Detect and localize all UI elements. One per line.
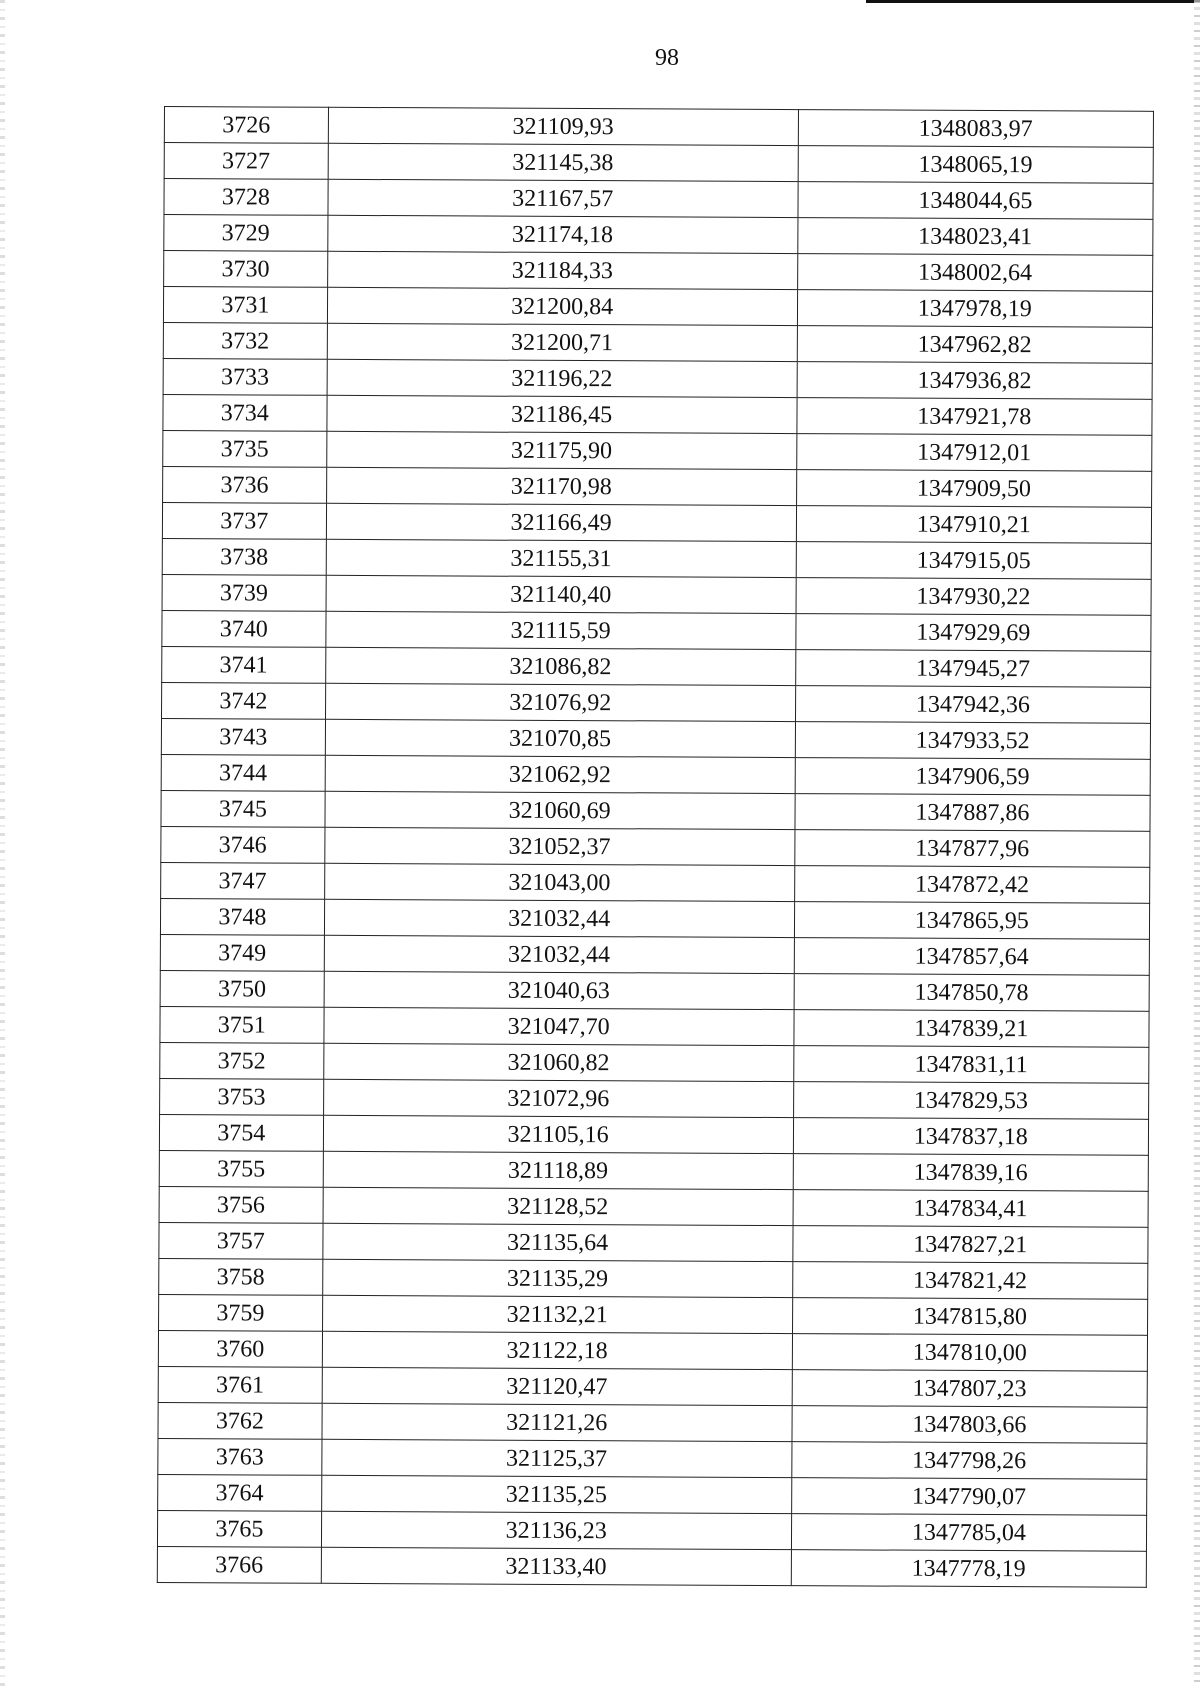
- y-coordinate-cell: 1347829,53: [793, 1082, 1149, 1120]
- point-number-cell: 3748: [160, 898, 324, 935]
- y-coordinate-cell: 1347915,05: [796, 542, 1152, 580]
- y-coordinate-cell: 1347837,18: [793, 1118, 1149, 1156]
- point-number-cell: 3747: [161, 862, 325, 899]
- table-row: [161, 718, 1150, 759]
- y-coordinate-cell: 1347929,69: [795, 614, 1151, 652]
- table-row: [162, 682, 1151, 723]
- point-number-cell: 3740: [162, 610, 326, 647]
- x-coordinate-cell: 321170,98: [326, 467, 796, 505]
- y-coordinate-cell: 1347865,95: [794, 902, 1150, 940]
- x-coordinate-cell: 321060,82: [323, 1043, 793, 1081]
- x-coordinate-cell: 321121,26: [322, 1403, 792, 1441]
- point-number-cell: 3732: [163, 322, 327, 359]
- x-coordinate-cell: 321186,45: [327, 395, 797, 433]
- x-coordinate-cell: 321105,16: [323, 1115, 793, 1153]
- x-coordinate-cell: 321196,22: [327, 359, 797, 397]
- table-row: [158, 1366, 1147, 1407]
- point-number-cell: 3760: [158, 1330, 322, 1367]
- x-coordinate-cell: 321062,92: [325, 755, 795, 793]
- y-coordinate-cell: 1347887,86: [795, 794, 1151, 832]
- y-coordinate-cell: 1347910,21: [796, 506, 1152, 544]
- y-coordinate-cell: 1348065,19: [798, 146, 1154, 184]
- y-coordinate-cell: 1348083,97: [798, 110, 1154, 148]
- page-number: 98: [655, 45, 679, 71]
- y-coordinate-cell: 1347877,96: [794, 830, 1150, 868]
- x-coordinate-cell: 321120,47: [322, 1367, 792, 1405]
- table-row: [158, 1330, 1147, 1371]
- table-row: [157, 1546, 1146, 1587]
- top-edge-rule: [866, 0, 1200, 3]
- point-number-cell: 3729: [164, 215, 328, 252]
- table-row: [164, 215, 1153, 256]
- table-row: [162, 538, 1151, 579]
- table-row: [163, 466, 1152, 507]
- table-row: [163, 394, 1152, 435]
- y-coordinate-cell: 1347933,52: [795, 722, 1151, 760]
- point-number-cell: 3741: [162, 646, 326, 683]
- x-coordinate-cell: 321167,57: [328, 179, 798, 217]
- point-number-cell: 3727: [164, 143, 328, 180]
- table-row: [160, 1006, 1149, 1047]
- table-row: [161, 862, 1150, 903]
- x-coordinate-cell: 321125,37: [321, 1439, 791, 1477]
- x-coordinate-cell: 321184,33: [327, 251, 797, 289]
- y-coordinate-cell: 1347850,78: [794, 974, 1150, 1012]
- coordinates-table: [157, 106, 1154, 1588]
- table-row: [164, 179, 1153, 220]
- y-coordinate-cell: 1347872,42: [794, 866, 1150, 904]
- x-coordinate-cell: 321076,92: [325, 683, 795, 721]
- table-row: [158, 1402, 1147, 1443]
- x-coordinate-cell: 321118,89: [323, 1151, 793, 1189]
- y-coordinate-cell: 1347798,26: [791, 1442, 1147, 1480]
- point-number-cell: 3765: [157, 1510, 321, 1547]
- table-row: [161, 754, 1150, 795]
- x-coordinate-cell: 321032,44: [324, 935, 794, 973]
- x-coordinate-cell: 321128,52: [323, 1187, 793, 1225]
- y-coordinate-cell: 1348002,64: [797, 254, 1153, 292]
- x-coordinate-cell: 321086,82: [325, 647, 795, 685]
- point-number-cell: 3749: [160, 934, 324, 971]
- x-coordinate-cell: 321122,18: [322, 1331, 792, 1369]
- x-coordinate-cell: 321133,40: [321, 1547, 791, 1585]
- y-coordinate-cell: 1347857,64: [794, 938, 1150, 976]
- table-row: [158, 1474, 1147, 1515]
- y-coordinate-cell: 1347807,23: [792, 1370, 1148, 1408]
- y-coordinate-cell: 1347921,78: [797, 398, 1153, 436]
- x-coordinate-cell: 321070,85: [325, 719, 795, 757]
- table-row: [160, 934, 1149, 975]
- x-coordinate-cell: 321155,31: [326, 539, 796, 577]
- table-row: [159, 1150, 1148, 1191]
- x-coordinate-cell: 321043,00: [324, 863, 794, 901]
- point-number-cell: 3750: [160, 970, 324, 1007]
- y-coordinate-cell: 1347815,80: [792, 1298, 1148, 1336]
- y-coordinate-cell: 1347827,21: [793, 1226, 1149, 1264]
- point-number-cell: 3758: [159, 1258, 323, 1295]
- x-coordinate-cell: 321145,38: [328, 143, 798, 181]
- x-coordinate-cell: 321052,37: [324, 827, 794, 865]
- x-coordinate-cell: 321040,63: [324, 971, 794, 1009]
- point-number-cell: 3752: [160, 1042, 324, 1079]
- table-row: [159, 1114, 1148, 1155]
- point-number-cell: 3743: [161, 718, 325, 755]
- table-row: [162, 610, 1151, 651]
- table-row: [160, 898, 1149, 939]
- x-coordinate-cell: 321135,25: [321, 1475, 791, 1513]
- y-coordinate-cell: 1347930,22: [796, 578, 1152, 616]
- table-row: [163, 358, 1152, 399]
- x-coordinate-cell: 321047,70: [324, 1007, 794, 1045]
- y-coordinate-cell: 1347936,82: [797, 362, 1153, 400]
- x-coordinate-cell: 321109,93: [328, 107, 798, 145]
- point-number-cell: 3756: [159, 1186, 323, 1223]
- y-coordinate-cell: 1347803,66: [792, 1406, 1148, 1444]
- point-number-cell: 3728: [164, 179, 328, 216]
- y-coordinate-cell: 1347839,16: [793, 1154, 1149, 1192]
- table-row: [161, 790, 1150, 831]
- point-number-cell: 3764: [158, 1474, 322, 1511]
- x-coordinate-cell: 321136,23: [321, 1511, 791, 1549]
- y-coordinate-cell: 1347909,50: [796, 470, 1152, 508]
- point-number-cell: 3751: [160, 1006, 324, 1043]
- table-row: [159, 1294, 1148, 1335]
- point-number-cell: 3757: [159, 1222, 323, 1259]
- table-row: [162, 502, 1151, 543]
- table-row: [160, 1078, 1149, 1119]
- x-coordinate-cell: 321175,90: [326, 431, 796, 469]
- table-row: [159, 1258, 1148, 1299]
- table-row: [163, 430, 1152, 471]
- table-row: [162, 574, 1151, 615]
- coordinates-table-body: [157, 107, 1153, 1588]
- point-number-cell: 3731: [163, 287, 327, 324]
- point-number-cell: 3737: [162, 502, 326, 539]
- y-coordinate-cell: 1347978,19: [797, 290, 1153, 328]
- point-number-cell: 3739: [162, 574, 326, 611]
- y-coordinate-cell: 1347831,11: [793, 1046, 1149, 1084]
- x-coordinate-cell: 321060,69: [325, 791, 795, 829]
- y-coordinate-cell: 1347912,01: [796, 434, 1152, 472]
- table-row: [163, 287, 1152, 328]
- y-coordinate-cell: 1347810,00: [792, 1334, 1148, 1372]
- point-number-cell: 3762: [158, 1402, 322, 1439]
- y-coordinate-cell: 1347785,04: [791, 1514, 1147, 1552]
- point-number-cell: 3733: [163, 358, 327, 395]
- scan-edge-right: [1194, 0, 1200, 1686]
- point-number-cell: 3763: [158, 1438, 322, 1475]
- table-row: [161, 826, 1150, 867]
- point-number-cell: 3761: [158, 1366, 322, 1403]
- point-number-cell: 3744: [161, 754, 325, 791]
- point-number-cell: 3745: [161, 790, 325, 827]
- table-row: [158, 1438, 1147, 1479]
- x-coordinate-cell: 321072,96: [323, 1079, 793, 1117]
- point-number-cell: 3735: [163, 430, 327, 467]
- point-number-cell: 3742: [162, 682, 326, 719]
- table-row: [159, 1222, 1148, 1263]
- point-number-cell: 3755: [159, 1150, 323, 1187]
- x-coordinate-cell: 321115,59: [326, 611, 796, 649]
- x-coordinate-cell: 321174,18: [327, 215, 797, 253]
- y-coordinate-cell: 1347790,07: [791, 1478, 1147, 1516]
- table-row: [160, 970, 1149, 1011]
- x-coordinate-cell: 321132,21: [322, 1295, 792, 1333]
- table-row: [163, 322, 1152, 363]
- x-coordinate-cell: 321200,84: [327, 287, 797, 325]
- table-row: [160, 1042, 1149, 1083]
- point-number-cell: 3754: [159, 1114, 323, 1151]
- point-number-cell: 3730: [164, 251, 328, 288]
- y-coordinate-cell: 1347778,19: [791, 1550, 1147, 1588]
- y-coordinate-cell: 1347821,42: [792, 1262, 1148, 1300]
- y-coordinate-cell: 1347962,82: [797, 326, 1153, 364]
- table-row: [157, 1510, 1146, 1551]
- y-coordinate-cell: 1347906,59: [795, 758, 1151, 796]
- point-number-cell: 3736: [163, 466, 327, 503]
- table-row: [162, 646, 1151, 687]
- x-coordinate-cell: 321140,40: [326, 575, 796, 613]
- scan-edge-left: [0, 0, 5, 1686]
- y-coordinate-cell: 1348023,41: [797, 218, 1153, 256]
- x-coordinate-cell: 321200,71: [327, 323, 797, 361]
- point-number-cell: 3726: [164, 107, 328, 144]
- table-row: [164, 143, 1153, 184]
- point-number-cell: 3746: [161, 826, 325, 863]
- table-row: [164, 107, 1153, 148]
- y-coordinate-cell: 1347834,41: [793, 1190, 1149, 1228]
- table-row: [159, 1186, 1148, 1227]
- y-coordinate-cell: 1347839,21: [794, 1010, 1150, 1048]
- x-coordinate-cell: 321032,44: [324, 899, 794, 937]
- point-number-cell: 3753: [160, 1078, 324, 1115]
- y-coordinate-cell: 1347945,27: [795, 650, 1151, 688]
- table-row: [164, 251, 1153, 292]
- y-coordinate-cell: 1347942,36: [795, 686, 1151, 724]
- y-coordinate-cell: 1348044,65: [798, 182, 1154, 220]
- point-number-cell: 3734: [163, 394, 327, 431]
- x-coordinate-cell: 321166,49: [326, 503, 796, 541]
- point-number-cell: 3759: [159, 1294, 323, 1331]
- point-number-cell: 3738: [162, 538, 326, 575]
- x-coordinate-cell: 321135,29: [322, 1259, 792, 1297]
- point-number-cell: 3766: [157, 1546, 321, 1583]
- x-coordinate-cell: 321135,64: [323, 1223, 793, 1261]
